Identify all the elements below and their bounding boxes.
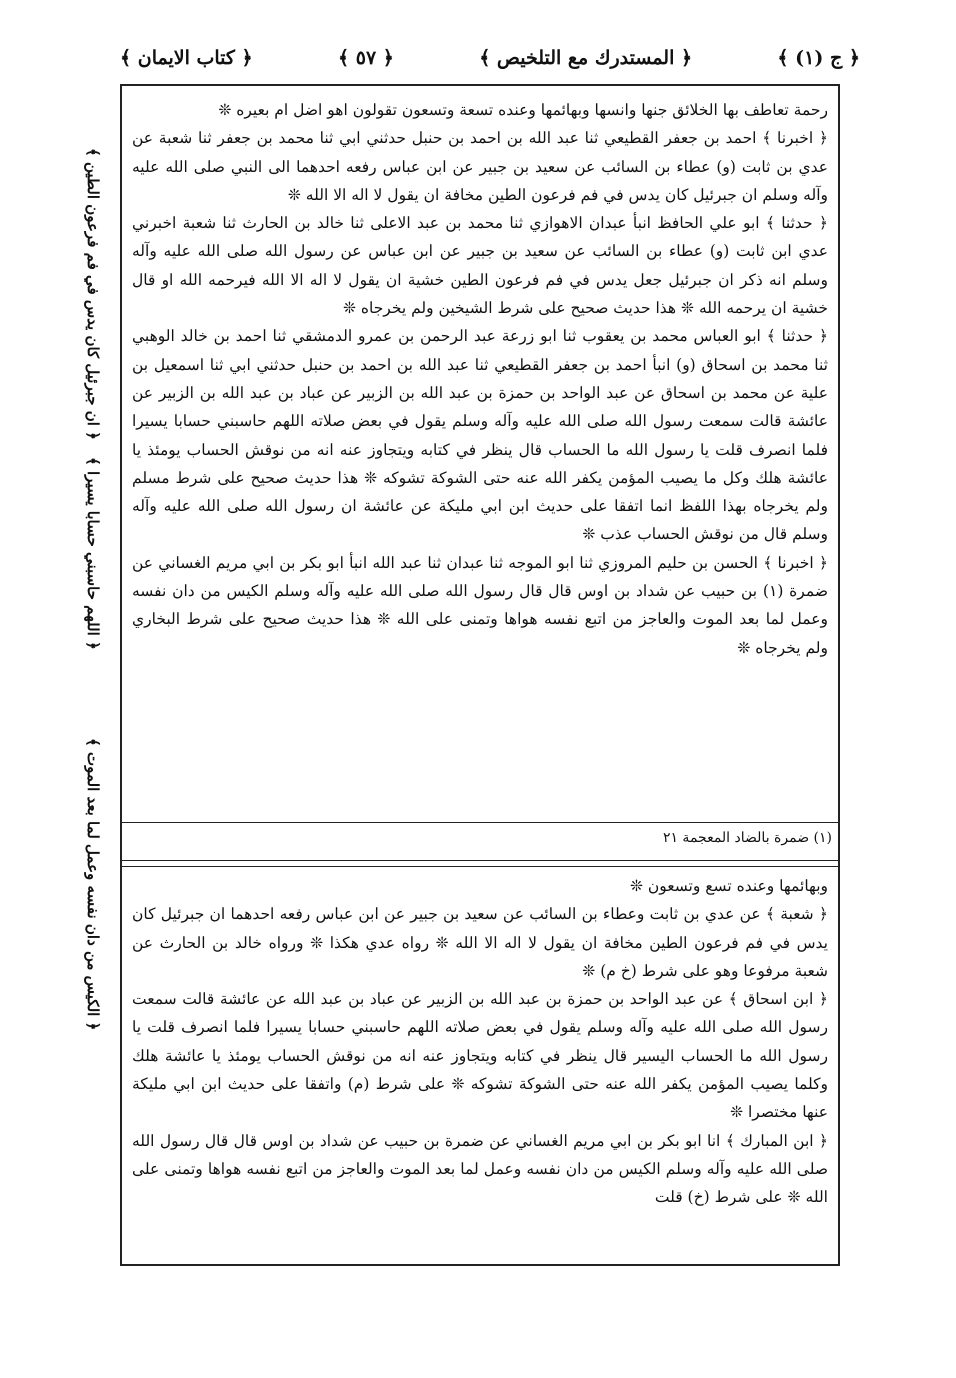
chapter-title: ﴿ كتاب الايمان ﴾	[120, 47, 253, 69]
page-number: ﴿ ٥٧ ﴾	[337, 47, 394, 69]
section-divider	[122, 860, 838, 861]
main-paragraph: رحمة تعاطف بها الخلائق جنها وانسها وبهائمها وعنده تسعة وتسعون تقولون اهو اضل ام بعيره ❊	[218, 101, 828, 119]
main-text	[132, 96, 828, 822]
summary-text	[132, 872, 828, 1260]
margin-note-1: ﴿ ان جبرئيل كان يدس في فم فرعون الطين ﴾	[84, 148, 102, 440]
section-divider-2	[122, 866, 838, 867]
main-paragraph: ﴿ حدثنا ﴾ ابو علي الحافظ انبأ عبدان الاهوازي ثنا محمد بن عبد الاعلى ثنا خالد بن الحارث ثنا شعبة اخبرني عدي ابن ثابت (و) عطاء بن السائب عن سعيد بن جبير عن ابن عباس عن رسول الله صلى الله عليه وآله وسلم انه ذكر ان جبرئيل جعل يدس في فم فرعون الطين خشية ان يقول لا اله الا الله فيرحمه الله او قال خشية ان يرحمه الله ❊ هذا حديث صحيح على شرط الشيخين ولم يخرجاه ❊	[132, 214, 828, 318]
main-paragraph: ﴿ اخبرنا ﴾ الحسن بن حليم المروزي ثنا ابو الموجه ثنا عبدان ثنا عبد الله انبأ ابو بكر بن ابي مريم الغساني عن ضمرة (١) بن حبيب عن شداد بن اوس قال قال رسول الله صلى الله عليه وآله وسلم الكيس من دان نفسه وعمل لما بعد الموت والعاجز من اتبع نفسه هواها وتمنى على الله ❊ هذا حديث صحيح على شرط البخاري ولم يخرجاه ❊	[132, 553, 828, 657]
margin-note-2: ﴿ اللهم حاسبني حسابا يسيرا ﴾	[84, 457, 102, 650]
footnote-divider	[122, 822, 838, 823]
main-paragraph: ﴿ اخبرنا ﴾ احمد بن جعفر القطيعي ثنا عبد الله بن احمد بن حنبل حدثني ابي ثنا محمد بن جعفر ثنا شعبة عن عدي بن ثابت (و) عطاء بن السائب عن سعيد بن جبير عن ابن عباس رفعه احدهما الى النبي صلى الله عليه وآله وسلم ان جبرئيل كان يدس في فم فرعون الطين مخافة ان يقول لا اله الا الله ❊	[132, 129, 828, 204]
footnote: (١) ضمرة بالضاد المعجمة ٢١	[662, 830, 832, 846]
summary-paragraph: ﴿ شعبة ﴾ عن عدي بن ثابت وعطاء بن السائب عن سعيد بن جبير عن ابن عباس رفعه احدهما ان جبرئيل كان يدس في فم فرعون الطين مخافة ان يقول لا اله الا الله ❊ رواه عدي هكذا ❊ ورواه خالد بن الحارث عن شعبة مرفوعا وهو على شرط (خ م) ❊	[132, 905, 828, 980]
summary-paragraph: ﴿ ابن اسحاق ﴾ عن عبد الواحد بن حمزة بن عبد الله بن الزبير عن عباد بن عبد الله عن عائشة قالت سمعت رسول الله صلى الله عليه وآله وسلم يقول في بعض صلاته اللهم حاسبني حسابا يسيرا فلما انصرف قلت يا رسول الله ما الحساب اليسير قال ينظر في كتابه ويتجاوز عنه انه من نوقش الحساب يومئذ يا عائشة هلك وكلما يصيب المؤمن يكفر الله عنه حتى الشوكة تشوكه ❊ على شرط (م) واتفقا على حديث ابن ابي مليكة عنها مختصرا ❊	[132, 990, 828, 1122]
volume-label: ﴿ ج (١) ﴾	[777, 47, 860, 69]
margin-note-3: ﴿ الكيس من دان نفسه وعمل لما بعد الموت ﴾	[84, 737, 102, 1030]
main-paragraph: ﴿ حدثنا ﴾ ابو العباس محمد بن يعقوب ثنا ابو زرعة عبد الرحمن بن عمرو الدمشقي ثنا احمد بن خالد الوهبي ثنا محمد بن اسحاق (و) انبأ احمد بن جعفر القطيعي ثنا عبد الله بن احمد بن حنبل حدثني ابي ثنا اسمعيل بن علية عن محمد بن اسحاق عن عبد الواحد بن حمزة بن عبد الله بن الزبير عن عباد بن عبد الله بن الزبير عن عائشة قالت سمعت رسول الله صلى الله عليه وآله وسلم يقول في بعض صلاته اللهم حاسبني حسابا يسيرا فلما انصرف قلت يا رسول الله ما الحساب قال ينظر في كتابه ويتجاوز عنه انه من نوقش الحساب يومئذ يا عائشة هلك وكل ما يصيب المؤمن يكفر الله عنه حتى الشوكة تشوكه ❊ هذا حديث صحيح على شرط مسلم ولم يخرجاه بهذا اللفظ انما اتفقا على حديث ابن ابي مليكة عن عائشة ان رسول الله صلى الله عليه وآله وسلم قال من نوقش الحساب عذب ❊	[132, 327, 828, 544]
summary-paragraph: ﴿ ابن المبارك ﴾ انا ابو بكر بن ابي مريم الغساني عن ضمرة بن حبيب عن شداد بن اوس قال قال رسول الله صلى الله عليه وآله وسلم الكيس من دان نفسه وعمل لما بعد الموت والعاجز من اتبع نفسه هواها وتمنى على الله ❊ على شرط (خ) قلت	[132, 1131, 828, 1207]
book-title: ﴿ المستدرك مع التلخيص ﴾	[479, 47, 693, 69]
summary-paragraph: وبهائمها وعنده تسع وتسعون ❊	[629, 877, 828, 895]
running-header	[120, 38, 860, 78]
